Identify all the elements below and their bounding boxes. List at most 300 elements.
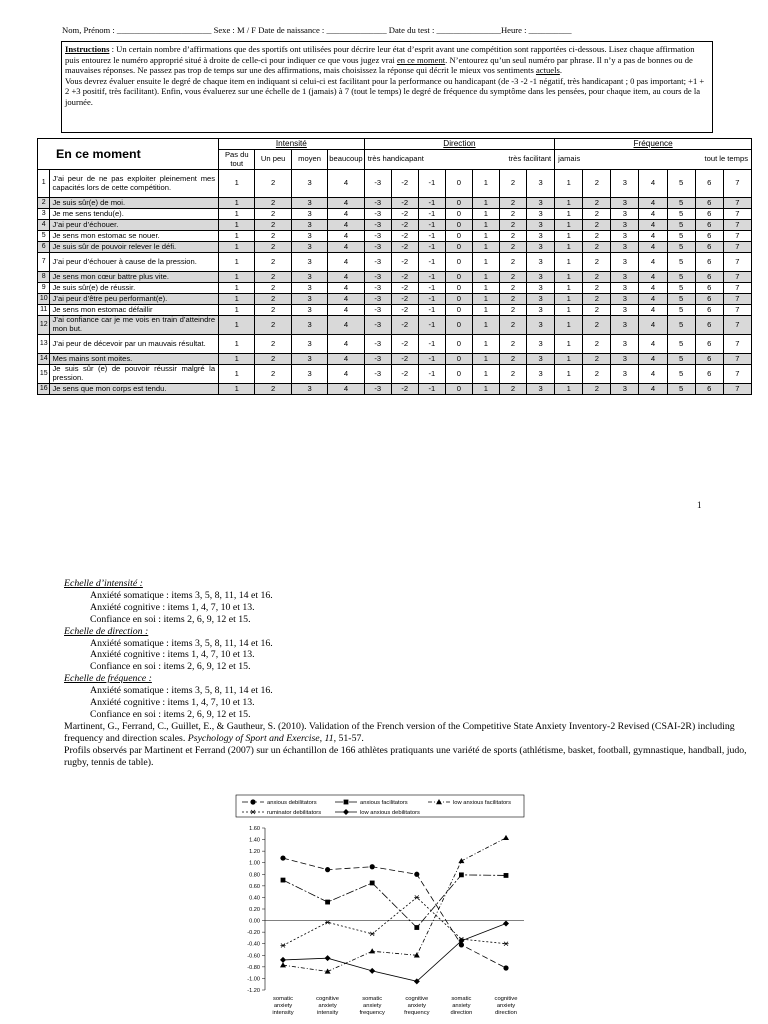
frequency-option[interactable]: 1 [555,242,583,253]
frequency-option[interactable]: 6 [695,170,723,198]
intensity-option[interactable]: 1 [219,220,255,231]
direction-option[interactable]: -1 [418,170,445,198]
direction-option[interactable]: 2 [499,305,526,316]
intensity-option[interactable]: 2 [255,220,291,231]
direction-option[interactable]: 1 [472,253,499,272]
frequency-option[interactable]: 2 [583,365,611,384]
frequency-option[interactable]: 3 [611,294,639,305]
direction-option[interactable]: -3 [364,220,391,231]
direction-option[interactable]: 3 [526,384,554,395]
frequency-option[interactable]: 6 [695,354,723,365]
direction-option[interactable]: 0 [445,354,472,365]
intensity-option[interactable]: 4 [328,384,364,395]
frequency-option[interactable]: 5 [667,384,695,395]
direction-option[interactable]: -1 [418,198,445,209]
direction-option[interactable]: 1 [472,198,499,209]
intensity-option[interactable]: 4 [328,305,364,316]
frequency-option[interactable]: 5 [667,209,695,220]
frequency-option[interactable]: 2 [583,283,611,294]
direction-option[interactable]: 0 [445,305,472,316]
direction-option[interactable]: 2 [499,335,526,354]
frequency-option[interactable]: 3 [611,231,639,242]
data-point [325,900,330,905]
frequency-option[interactable]: 2 [583,354,611,365]
direction-option[interactable]: 0 [445,316,472,335]
frequency-option[interactable]: 5 [667,198,695,209]
direction-option[interactable]: -1 [418,305,445,316]
frequency-option[interactable]: 4 [639,272,667,283]
frequency-option[interactable]: 3 [611,283,639,294]
intensity-option[interactable]: 2 [255,354,291,365]
frequency-option[interactable]: 3 [611,384,639,395]
frequency-option[interactable]: 2 [583,231,611,242]
direction-option[interactable]: 3 [526,316,554,335]
direction-option[interactable]: 3 [526,242,554,253]
direction-option[interactable]: 1 [472,283,499,294]
direction-option[interactable]: 3 [526,294,554,305]
direction-option[interactable]: 2 [499,209,526,220]
intensity-option[interactable]: 3 [291,220,327,231]
direction-option[interactable]: 2 [499,242,526,253]
intensity-option[interactable]: 3 [291,253,327,272]
intensity-option[interactable]: 2 [255,170,291,198]
direction-option[interactable]: 3 [526,272,554,283]
direction-option[interactable]: 1 [472,316,499,335]
direction-option[interactable]: 0 [445,384,472,395]
frequency-option[interactable]: 4 [639,198,667,209]
frequency-option[interactable]: 5 [667,354,695,365]
direction-option[interactable]: -2 [391,294,418,305]
direction-option[interactable]: -2 [391,231,418,242]
frequency-option[interactable]: 1 [555,305,583,316]
direction-option[interactable]: -2 [391,354,418,365]
direction-option[interactable]: 1 [472,294,499,305]
intensity-option[interactable]: 2 [255,272,291,283]
intensity-option[interactable]: 1 [219,272,255,283]
intensity-option[interactable]: 4 [328,316,364,335]
moment-heading: En ce moment [38,139,219,170]
frequency-option[interactable]: 7 [723,253,751,272]
intensity-option[interactable]: 1 [219,242,255,253]
direction-option[interactable]: 1 [472,335,499,354]
frequency-option[interactable]: 6 [695,242,723,253]
intensity-option[interactable]: 1 [219,365,255,384]
intensity-option[interactable]: 2 [255,365,291,384]
frequency-option[interactable]: 4 [639,231,667,242]
intensity-option[interactable]: 3 [291,335,327,354]
intensity-option[interactable]: 1 [219,294,255,305]
intensity-option[interactable]: 4 [328,198,364,209]
frequency-option[interactable]: 2 [583,209,611,220]
frequency-option[interactable]: 3 [611,354,639,365]
frequency-option[interactable]: 2 [583,294,611,305]
direction-option[interactable]: -1 [418,220,445,231]
direction-option[interactable]: -3 [364,272,391,283]
direction-option[interactable]: -2 [391,335,418,354]
frequency-option[interactable]: 7 [723,305,751,316]
direction-option[interactable]: 3 [526,365,554,384]
intensity-option[interactable]: 4 [328,283,364,294]
direction-left-label: très handicapant [364,150,472,170]
direction-option[interactable]: 3 [526,354,554,365]
frequency-option[interactable]: 1 [555,335,583,354]
direction-option[interactable]: -1 [418,242,445,253]
intensity-option[interactable]: 4 [328,365,364,384]
intensity-option[interactable]: 1 [219,198,255,209]
frequency-option[interactable]: 5 [667,283,695,294]
frequency-option[interactable]: 1 [555,253,583,272]
frequency-option[interactable]: 7 [723,242,751,253]
frequency-option[interactable]: 3 [611,305,639,316]
frequency-option[interactable]: 7 [723,316,751,335]
frequency-option[interactable]: 6 [695,316,723,335]
direction-option[interactable]: 3 [526,231,554,242]
intensity-option[interactable]: 2 [255,242,291,253]
frequency-option[interactable]: 5 [667,305,695,316]
direction-option[interactable]: 1 [472,209,499,220]
frequency-option[interactable]: 1 [555,283,583,294]
frequency-option[interactable]: 7 [723,354,751,365]
frequency-option[interactable]: 2 [583,170,611,198]
frequency-option[interactable]: 6 [695,365,723,384]
frequency-option[interactable]: 1 [555,316,583,335]
frequency-option[interactable]: 5 [667,335,695,354]
frequency-option[interactable]: 4 [639,283,667,294]
intensity-option[interactable]: 3 [291,316,327,335]
intensity-option[interactable]: 4 [328,242,364,253]
frequency-option[interactable]: 5 [667,365,695,384]
intensity-option[interactable]: 4 [328,354,364,365]
frequency-option[interactable]: 5 [667,170,695,198]
direction-option[interactable]: 3 [526,305,554,316]
frequency-option[interactable]: 2 [583,384,611,395]
intensity-option[interactable]: 4 [328,170,364,198]
intensity-header-4: beaucoup [328,150,364,170]
direction-option[interactable]: -2 [391,198,418,209]
intensity-option[interactable]: 2 [255,294,291,305]
intensity-option[interactable]: 4 [328,335,364,354]
frequency-option[interactable]: 3 [611,335,639,354]
frequency-option[interactable]: 3 [611,365,639,384]
direction-option[interactable]: -1 [418,283,445,294]
data-point [503,835,509,840]
frequency-option[interactable]: 4 [639,316,667,335]
direction-option[interactable]: -1 [418,209,445,220]
direction-option[interactable]: 2 [499,253,526,272]
frequency-option[interactable]: 3 [611,272,639,283]
frequency-option[interactable]: 4 [639,209,667,220]
frequency-option[interactable]: 5 [667,272,695,283]
intensity-option[interactable]: 2 [255,231,291,242]
frequency-option[interactable]: 4 [639,354,667,365]
frequency-option[interactable]: 1 [555,365,583,384]
frequency-option[interactable]: 7 [723,220,751,231]
direction-option[interactable]: 0 [445,335,472,354]
direction-option[interactable]: 0 [445,170,472,198]
frequency-option[interactable]: 3 [611,316,639,335]
intensity-option[interactable]: 3 [291,365,327,384]
intensity-option[interactable]: 2 [255,335,291,354]
frequency-option[interactable]: 5 [667,231,695,242]
frequency-option[interactable]: 3 [611,198,639,209]
frequency-option[interactable]: 2 [583,335,611,354]
frequency-option[interactable]: 1 [555,198,583,209]
direction-option[interactable]: -2 [391,253,418,272]
direction-option[interactable]: 0 [445,294,472,305]
item-number: 10 [38,294,50,305]
frequency-option[interactable]: 4 [639,294,667,305]
intensity-option[interactable]: 4 [328,220,364,231]
frequency-option[interactable]: 4 [639,242,667,253]
intensity-option[interactable]: 2 [255,253,291,272]
direction-option[interactable]: 2 [499,198,526,209]
direction-option[interactable]: -1 [418,335,445,354]
direction-option[interactable]: -2 [391,170,418,198]
frequency-option[interactable]: 1 [555,220,583,231]
intensity-option[interactable]: 3 [291,305,327,316]
intensity-option[interactable]: 3 [291,242,327,253]
frequency-option[interactable]: 6 [695,231,723,242]
direction-option[interactable]: -2 [391,305,418,316]
direction-option[interactable]: -3 [364,242,391,253]
intensity-option[interactable]: 1 [219,316,255,335]
direction-option[interactable]: -3 [364,170,391,198]
direction-option[interactable]: -3 [364,354,391,365]
direction-option[interactable]: -1 [418,231,445,242]
frequency-option[interactable]: 6 [695,220,723,231]
frequency-option[interactable]: 7 [723,231,751,242]
intensity-option[interactable]: 1 [219,354,255,365]
direction-option[interactable]: 3 [526,209,554,220]
direction-option[interactable]: 0 [445,198,472,209]
direction-option[interactable]: -3 [364,253,391,272]
direction-option[interactable]: 2 [499,272,526,283]
intensity-option[interactable]: 3 [291,198,327,209]
direction-option[interactable]: 2 [499,220,526,231]
direction-option[interactable]: -1 [418,316,445,335]
direction-option[interactable]: 2 [499,384,526,395]
intensity-option[interactable]: 2 [255,305,291,316]
frequency-option[interactable]: 7 [723,283,751,294]
intensity-option[interactable]: 4 [328,231,364,242]
intensity-option[interactable]: 3 [291,272,327,283]
direction-option[interactable]: -3 [364,365,391,384]
frequency-option[interactable]: 6 [695,209,723,220]
frequency-option[interactable]: 2 [583,253,611,272]
intensity-option[interactable]: 1 [219,335,255,354]
intensity-option[interactable]: 1 [219,231,255,242]
frequency-option[interactable]: 6 [695,294,723,305]
intensity-option[interactable]: 2 [255,384,291,395]
frequency-option[interactable]: 3 [611,209,639,220]
direction-option[interactable]: 2 [499,283,526,294]
frequency-option[interactable]: 6 [695,335,723,354]
direction-option[interactable]: -3 [364,209,391,220]
frequency-option[interactable]: 3 [611,253,639,272]
direction-option[interactable]: 0 [445,231,472,242]
direction-option[interactable]: -3 [364,305,391,316]
frequency-option[interactable]: 1 [555,231,583,242]
frequency-option[interactable]: 6 [695,384,723,395]
direction-option[interactable]: 3 [526,335,554,354]
direction-option[interactable]: -2 [391,283,418,294]
intensity-option[interactable]: 1 [219,209,255,220]
direction-option[interactable]: 3 [526,198,554,209]
direction-option[interactable]: 3 [526,253,554,272]
intensity-option[interactable]: 3 [291,384,327,395]
direction-option[interactable]: 2 [499,231,526,242]
frequency-option[interactable]: 4 [639,170,667,198]
frequency-option[interactable]: 7 [723,384,751,395]
frequency-option[interactable]: 1 [555,272,583,283]
direction-option[interactable]: 1 [472,354,499,365]
direction-option[interactable]: 1 [472,242,499,253]
intensity-option[interactable]: 4 [328,253,364,272]
intensity-option[interactable]: 2 [255,283,291,294]
frequency-option[interactable]: 1 [555,209,583,220]
frequency-option[interactable]: 7 [723,365,751,384]
data-point [369,968,375,974]
x-tick-label: anxiety [452,1003,471,1009]
direction-option[interactable]: 0 [445,272,472,283]
frequency-option[interactable]: 4 [639,335,667,354]
frequency-option[interactable]: 7 [723,272,751,283]
frequency-option[interactable]: 5 [667,316,695,335]
direction-option[interactable]: -1 [418,272,445,283]
frequency-option[interactable]: 2 [583,220,611,231]
direction-option[interactable]: 3 [526,283,554,294]
direction-option[interactable]: 0 [445,283,472,294]
item-text: Je suis sûr(e) de réussir. [50,283,219,294]
direction-option[interactable]: -3 [364,335,391,354]
direction-option[interactable]: -1 [418,384,445,395]
direction-option[interactable]: -3 [364,294,391,305]
direction-option[interactable]: -2 [391,272,418,283]
intensity-option[interactable]: 1 [219,170,255,198]
intensity-option[interactable]: 1 [219,384,255,395]
direction-option[interactable]: 2 [499,294,526,305]
direction-option[interactable]: 3 [526,170,554,198]
frequency-option[interactable]: 6 [695,272,723,283]
direction-option[interactable]: -3 [364,283,391,294]
direction-option[interactable]: 1 [472,305,499,316]
direction-option[interactable]: -2 [391,209,418,220]
frequency-option[interactable]: 7 [723,294,751,305]
frequency-option[interactable]: 7 [723,170,751,198]
direction-option[interactable]: 1 [472,365,499,384]
frequency-option[interactable]: 5 [667,294,695,305]
direction-option[interactable]: 2 [499,170,526,198]
direction-option[interactable]: 1 [472,170,499,198]
frequency-option[interactable]: 2 [583,305,611,316]
intensity-option[interactable]: 3 [291,231,327,242]
frequency-option[interactable]: 2 [583,242,611,253]
intensity-option[interactable]: 3 [291,209,327,220]
intensity-option[interactable]: 3 [291,170,327,198]
frequency-option[interactable]: 1 [555,294,583,305]
frequency-option[interactable]: 5 [667,242,695,253]
frequency-option[interactable]: 6 [695,305,723,316]
y-tick-label: 1.60 [249,826,260,832]
intensity-option[interactable]: 2 [255,316,291,335]
frequency-option[interactable]: 2 [583,272,611,283]
frequency-option[interactable]: 6 [695,253,723,272]
direction-option[interactable]: -1 [418,365,445,384]
frequency-option[interactable]: 1 [555,170,583,198]
direction-option[interactable]: 2 [499,365,526,384]
frequency-option[interactable]: 6 [695,283,723,294]
direction-option[interactable]: 0 [445,209,472,220]
frequency-option[interactable]: 1 [555,354,583,365]
frequency-option[interactable]: 4 [639,253,667,272]
frequency-option[interactable]: 4 [639,384,667,395]
frequency-option[interactable]: 7 [723,198,751,209]
frequency-option[interactable]: 2 [583,198,611,209]
frequency-option[interactable]: 2 [583,316,611,335]
direction-option[interactable]: -2 [391,365,418,384]
intensity-option[interactable]: 2 [255,198,291,209]
frequency-option[interactable]: 3 [611,220,639,231]
direction-option[interactable]: 1 [472,231,499,242]
direction-option[interactable]: 1 [472,220,499,231]
frequency-option[interactable]: 4 [639,220,667,231]
direction-option[interactable]: 0 [445,220,472,231]
intensity-option[interactable]: 1 [219,283,255,294]
intensity-option[interactable]: 3 [291,294,327,305]
direction-option[interactable]: -1 [418,253,445,272]
frequency-option[interactable]: 4 [639,305,667,316]
frequency-option[interactable]: 1 [555,384,583,395]
direction-option[interactable]: 1 [472,384,499,395]
intensity-option[interactable]: 2 [255,209,291,220]
frequency-option[interactable]: 6 [695,198,723,209]
direction-option[interactable]: -1 [418,354,445,365]
intensity-option[interactable]: 4 [328,209,364,220]
direction-option[interactable]: -3 [364,316,391,335]
direction-option[interactable]: 3 [526,220,554,231]
frequency-option[interactable]: 7 [723,209,751,220]
direction-option[interactable]: 0 [445,253,472,272]
intensity-option[interactable]: 4 [328,294,364,305]
direction-option[interactable]: 1 [472,272,499,283]
intensity-option[interactable]: 3 [291,354,327,365]
frequency-option[interactable]: 5 [667,220,695,231]
direction-option[interactable]: -2 [391,316,418,335]
intensity-option[interactable]: 1 [219,305,255,316]
direction-option[interactable]: 0 [445,365,472,384]
data-point [458,858,464,863]
direction-option[interactable]: -2 [391,384,418,395]
intensity-option[interactable]: 3 [291,283,327,294]
direction-option[interactable]: -3 [364,198,391,209]
frequency-option[interactable]: 3 [611,170,639,198]
intensity-option[interactable]: 4 [328,272,364,283]
direction-option[interactable]: -2 [391,220,418,231]
intensity-option[interactable]: 1 [219,253,255,272]
frequency-option[interactable]: 4 [639,365,667,384]
direction-option[interactable]: -3 [364,231,391,242]
direction-option[interactable]: 2 [499,354,526,365]
direction-option[interactable]: 2 [499,316,526,335]
direction-option[interactable]: -2 [391,242,418,253]
item-row [38,335,752,354]
frequency-option[interactable]: 7 [723,335,751,354]
direction-option[interactable]: -1 [418,294,445,305]
frequency-option[interactable]: 5 [667,253,695,272]
direction-option[interactable]: 0 [445,242,472,253]
frequency-option[interactable]: 3 [611,242,639,253]
direction-option[interactable]: -3 [364,384,391,395]
